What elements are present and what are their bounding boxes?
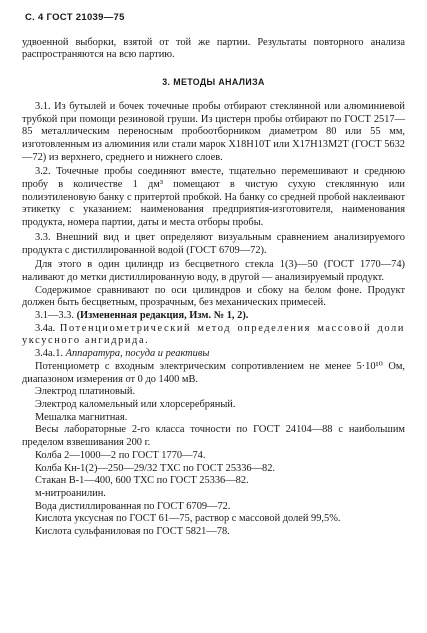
- paragraph-3-1: 3.1. Из бутылей и бочек точечные пробы отбирают стеклянной или алюминиевой трубкой при помощи резиновой груши. Из цистерн пробы отбирают по ГОСТ 2517—85 металлическим переносным пробоотборником диаметром 80 или 55 мм, изготовленным из алюминия или стали марок Х18Н10Т или Х17Н13М2Т (ГОСТ 5632—72) из верхнего, среднего и нижнего слоев.: [22, 100, 405, 163]
- amendment-text: (Измененная редакция, Изм. № 1, 2).: [76, 310, 249, 322]
- equipment-item: Мешалка магнитная.: [35, 411, 128, 423]
- page-header: С. 4 ГОСТ 21039—75: [25, 12, 125, 23]
- scales-paragraph: Весы лабораторные 2-го класса точности по ГОСТ 24104—88 с наибольшим пределом взвешивания 200 г.: [22, 424, 405, 449]
- paragraph-3-4a-title: Потенциометрический метод определения массовой доли уксусного ангидрида.: [22, 322, 405, 347]
- glassware-item: м-нитроанилин.: [35, 487, 106, 499]
- intro-paragraph: удвоенной выборки, взятой от той же партии. Результаты повторного анализа распространяются на всю партию.: [22, 36, 405, 61]
- amendment-note: [22, 310, 405, 323]
- acetic-acid-paragraph: Кислота уксусная по ГОСТ 61—75, раствор с массовой долей 99,5%.: [35, 513, 341, 525]
- glassware-item: Колба 2—1000—2 по ГОСТ 1770—74.: [35, 449, 206, 461]
- paragraph-3-4a-1: [22, 348, 405, 361]
- glassware-item: Колба Кн-1(2)—250—29/32 ТХС по ГОСТ 25336—82.: [35, 462, 275, 474]
- paragraph-3-3-comparison: Содержимое сравнивают по оси цилиндров и сбоку на белом фоне. Продукт должен быть бесцветным, прозрачным, без механических примесей.: [22, 284, 405, 309]
- amendment-range: 3.1—3.3.: [35, 310, 74, 322]
- potentiometer-paragraph: Потенциометр с входным электрическим сопротивлением не менее 5·10¹⁰ Ом, диапазоном измерения от 0 до 1400 мВ.: [22, 360, 405, 385]
- paragraph-3-3: 3.3. Внешний вид и цвет определяют визуальным сравнением анализируемого продукта с дистиллированной водой (ГОСТ 6709—72).: [22, 231, 405, 256]
- glassware-item: Вода дистиллированная по ГОСТ 6709—72.: [35, 500, 231, 512]
- equipment-item: Электрод платиновый.: [35, 386, 136, 398]
- paragraph-3-3-procedure: Для этого в один цилиндр из бесцветного стекла 1(3)—50 (ГОСТ 1770—74) наливают до метки дистиллированную воду, в другой — анализируемый продукт.: [22, 259, 405, 283]
- section-title: 3. МЕТОДЫ АНАЛИЗА: [162, 77, 265, 88]
- paragraph-3-4a-1-title: Аппаратура, посуда и реактивы: [65, 348, 210, 360]
- paragraph-3-2: 3.2. Точечные пробы соединяют вместе, тщательно перемешивают и среднюю пробу в количестве 1 дм³ помещают в чистую сухую стеклянную или полиэтиленовую банку с притертой пробкой. На банку со средней пробой наклеивают этикетку с указанием: наименования предприятия-изготовителя, наименования продукта, номера партии, даты и места отборы пробы.: [22, 166, 405, 229]
- sulfanilic-acid-item: Кислота сульфаниловая по ГОСТ 5821—78.: [35, 526, 230, 538]
- paragraph-3-4a-1-number: 3.4а.1.: [35, 348, 63, 360]
- equipment-item: Электрод каломельный или хлорсеребряный.: [35, 398, 236, 410]
- paragraph-3-4a: [22, 323, 405, 348]
- paragraph-3-4a-number: 3.4а.: [35, 322, 56, 334]
- glassware-item: Стакан В-1—400, 600 ТХС по ГОСТ 25336—82.: [35, 475, 249, 487]
